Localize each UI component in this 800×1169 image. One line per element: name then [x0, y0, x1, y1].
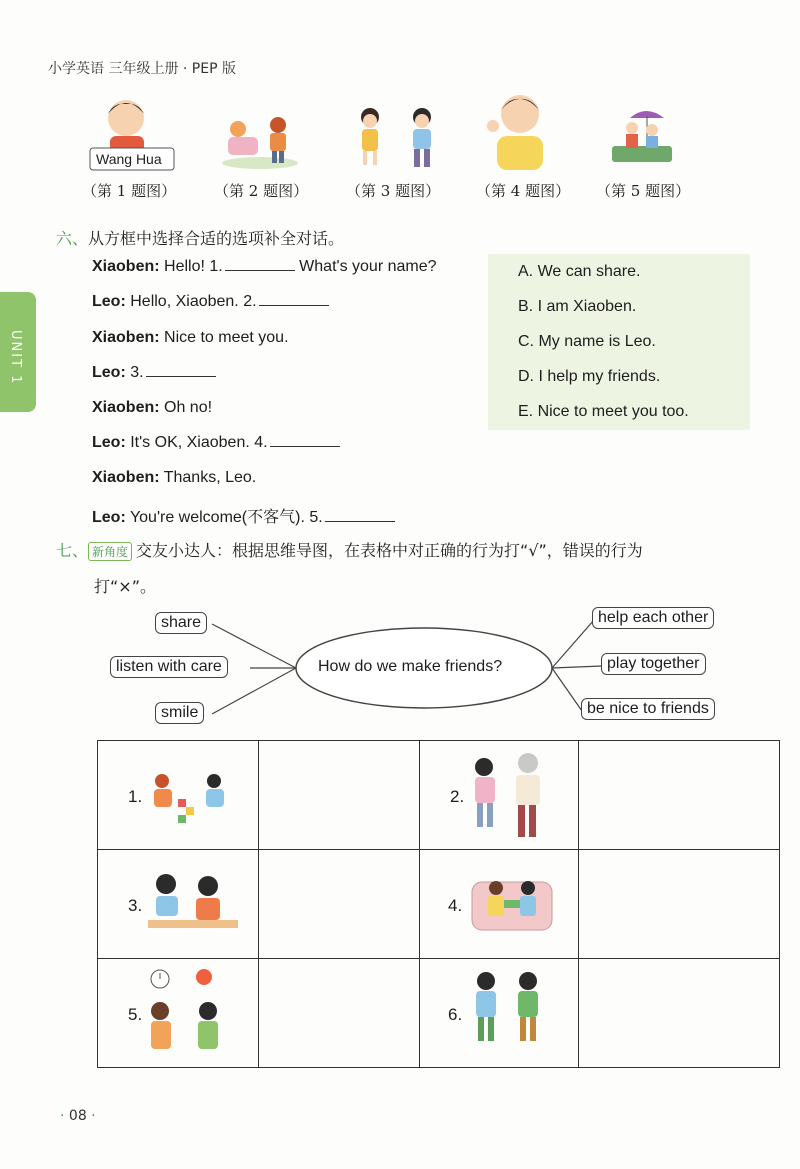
- line-text: It's OK, Xiaoben. 4.: [130, 434, 268, 451]
- sharing-blocks-picture: [148, 769, 238, 829]
- caption-3: （第 3 题图）: [346, 182, 441, 200]
- caption-4: （第 4 题图）: [476, 182, 571, 200]
- picture-cell-2: [420, 741, 579, 850]
- picture-cell-1: [98, 741, 259, 850]
- line-text: Thanks, Leo.: [163, 469, 257, 486]
- section-7-title: [56, 538, 643, 561]
- option-e: E. Nice to meet you too.: [518, 403, 689, 420]
- section-6-title: [56, 226, 344, 249]
- behavior-table: [97, 740, 780, 1068]
- speaker: Xiaoben:: [92, 329, 160, 346]
- picture-5: [608, 108, 678, 172]
- picture-4: [485, 90, 555, 176]
- dialogue-line-4: [92, 364, 216, 382]
- option-d: D. I help my friends.: [518, 368, 661, 385]
- picture-cell-4: [420, 850, 579, 959]
- picture-1: [88, 92, 183, 181]
- section-7-instruction-1: 交友小达人：根据思维导图，在表格中对正确的行为打“√”，错误的行为: [136, 541, 643, 560]
- blank-2[interactable]: [259, 293, 329, 306]
- line-text: Nice to meet you.: [164, 329, 289, 346]
- blank-5[interactable]: [325, 509, 395, 522]
- item-number: 2.: [450, 787, 465, 806]
- speaker: Leo:: [92, 434, 126, 451]
- caption-1: （第 1 题图）: [82, 182, 177, 200]
- speaker: Leo:: [92, 293, 126, 310]
- answer-cell-5[interactable]: [259, 959, 420, 1068]
- listening-picture: [148, 870, 238, 940]
- new-angle-tag: 新角度: [88, 542, 132, 561]
- line-text: 3.: [130, 364, 144, 381]
- dialogue-line-2: [92, 293, 329, 311]
- line-after: What's your name?: [299, 258, 437, 275]
- caption-5: （第 5 题图）: [596, 182, 691, 200]
- mindmap-left-2: listen with care: [110, 656, 228, 678]
- option-b: B. I am Xiaoben.: [518, 298, 637, 315]
- dialogue-line-8: [92, 504, 395, 527]
- picture-cell-3: [98, 850, 259, 959]
- speaker: Leo:: [92, 364, 126, 381]
- two-boys-picture: [470, 967, 560, 1057]
- item-number: 1.: [128, 787, 143, 806]
- option-a: A. We can share.: [518, 263, 641, 280]
- picture-2: [220, 115, 300, 174]
- section-6-number: 六、: [56, 229, 89, 248]
- mindmap-right-1: help each other: [592, 607, 714, 629]
- answer-cell-6[interactable]: [579, 959, 780, 1068]
- page-footer: · 08 ·: [60, 1108, 96, 1124]
- section-7-number: 七、: [56, 541, 89, 560]
- item-number: 5.: [128, 1005, 143, 1024]
- picture-cell-6: [420, 959, 579, 1068]
- unit-side-tab: [0, 292, 36, 412]
- mindmap-center: How do we make friends?: [318, 658, 503, 675]
- picture-3: [352, 105, 442, 177]
- item-number: 3.: [128, 896, 143, 915]
- unit-label: UNIT 1: [8, 330, 23, 386]
- name-sign-text: Wang Hua: [96, 151, 162, 167]
- morning-greeting-picture: [146, 965, 236, 1061]
- mindmap-right-3: be nice to friends: [581, 698, 715, 720]
- line-text: You're welcome(不客气). 5.: [129, 509, 323, 526]
- mindmap-left-1: share: [155, 612, 207, 634]
- speaker: Xiaoben:: [92, 399, 160, 416]
- item-number: 6.: [448, 1005, 463, 1024]
- dialogue-line-7: [92, 469, 256, 487]
- sofa-toy-picture: [468, 872, 558, 938]
- answer-cell-1[interactable]: [259, 741, 420, 850]
- blank-4[interactable]: [270, 434, 340, 447]
- dialogue-line-3: [92, 329, 289, 347]
- page-number: 08: [68, 1108, 87, 1124]
- line-text: Hello! 1.: [164, 258, 223, 275]
- speaker: Leo:: [92, 509, 126, 526]
- blank-3[interactable]: [146, 364, 216, 377]
- item-number: 4.: [448, 896, 463, 915]
- speaker: Xiaoben:: [92, 469, 160, 486]
- dialogue-line-5: [92, 399, 212, 417]
- options-box: [488, 254, 750, 430]
- answer-cell-4[interactable]: [579, 850, 780, 959]
- option-c: C. My name is Leo.: [518, 333, 656, 350]
- line-text: Hello, Xiaoben. 2.: [130, 293, 257, 310]
- caption-2: （第 2 题图）: [214, 182, 309, 200]
- helping-grandma-picture: [470, 749, 560, 845]
- picture-cell-5: [98, 959, 259, 1068]
- answer-cell-2[interactable]: [579, 741, 780, 850]
- section-6-instruction: 从方框中选择合适的选项补全对话。: [88, 229, 345, 248]
- page-header: 小学英语 三年级上册 · PEP 版: [48, 61, 236, 77]
- dialogue-line-6: [92, 434, 340, 452]
- blank-1[interactable]: [225, 258, 295, 271]
- speaker: Xiaoben:: [92, 258, 160, 275]
- mindmap-left-3: smile: [155, 702, 204, 724]
- answer-cell-3[interactable]: [259, 850, 420, 959]
- section-7-instruction-2: 打“×”。: [94, 577, 156, 596]
- dialogue-line-1: [92, 258, 437, 276]
- mindmap-right-2: play together: [601, 653, 706, 675]
- line-text: Oh no!: [164, 399, 213, 416]
